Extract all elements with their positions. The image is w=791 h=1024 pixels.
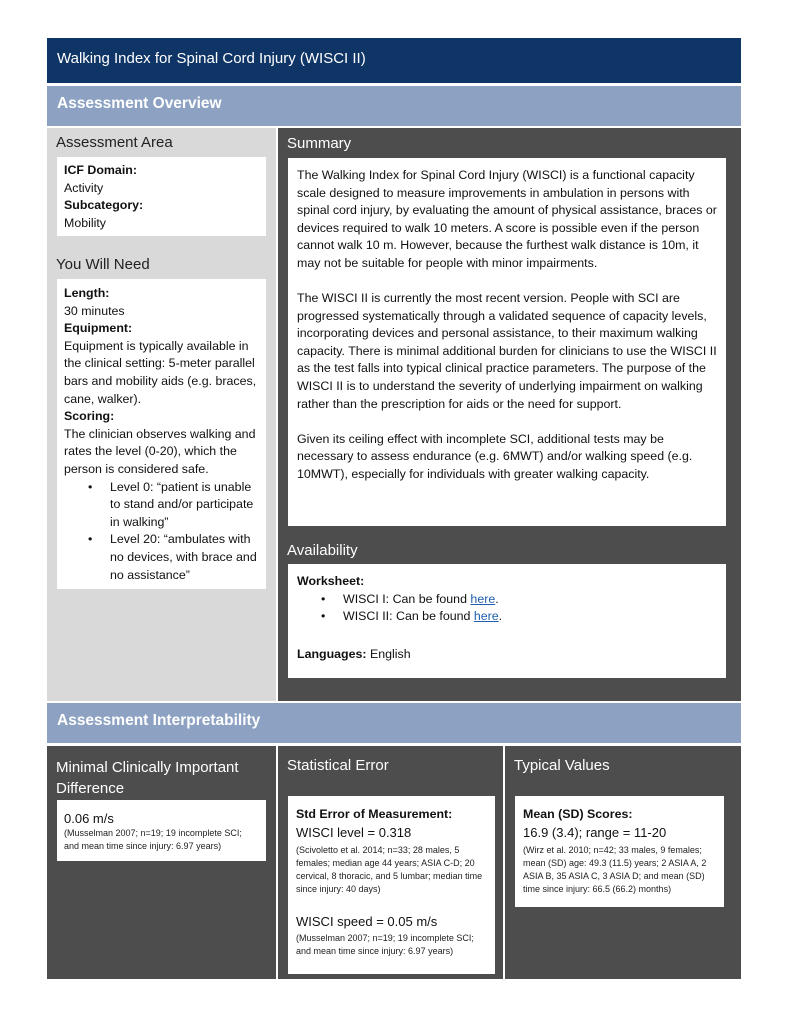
icf-domain-value: Activity bbox=[64, 180, 104, 195]
length-label: Length: bbox=[64, 286, 110, 300]
languages-row bbox=[297, 646, 717, 664]
availability-heading: Availability bbox=[287, 542, 358, 559]
subcategory-value: Mobility bbox=[64, 215, 106, 230]
typical-values-card bbox=[515, 796, 724, 907]
worksheet-list bbox=[297, 591, 717, 626]
equipment-label: Equipment: bbox=[64, 321, 133, 336]
list-item bbox=[343, 591, 717, 609]
wisci-level-note: (Scivoletto et al. 2014; n=33; 28 males, 5 females; median age 44 years; ASIA C-D; 20 cervical, 8 thoracic, and 5 lumbar; median time since injury: 40 days) bbox=[296, 844, 483, 894]
worksheet-label: Worksheet: bbox=[297, 574, 365, 588]
assessment-area-card bbox=[57, 157, 266, 236]
statistical-error-heading: Statistical Error bbox=[287, 757, 389, 774]
scoring-label: Scoring: bbox=[64, 409, 115, 424]
wisci-ii-link[interactable]: here bbox=[473, 609, 499, 624]
list-item bbox=[343, 608, 717, 626]
languages-label: Languages: bbox=[297, 646, 367, 661]
summary-card bbox=[288, 158, 726, 526]
sem-label: Std Error of Measurement: bbox=[296, 807, 453, 821]
subcategory-label: Subcategory: bbox=[64, 198, 144, 213]
section-header-interpretability: Assessment Interpretability bbox=[47, 703, 741, 743]
languages-value: English bbox=[366, 646, 411, 661]
mcid-note: (Musselman 2007; n=19; 19 incomplete SCI; and mean time since injury: 6.97 years) bbox=[64, 828, 242, 851]
mcid-heading: Minimal Clinically Important Difference bbox=[56, 759, 239, 797]
statistical-error-card bbox=[288, 796, 495, 974]
summary-paragraph-1: The Walking Index for Spinal Cord Injury (WISCI) is a functional capacity scale designed to measure improvements in ambulation in persons with spinal cord injury, by evaluating the amount of physical assistance, braces or devices required to walk 10 meters. A score is possible even if the person cannot walk 10 m. However, because the furthest walk distance is 10m, it may not be suitable for people with minor impairments. bbox=[297, 168, 717, 270]
typical-values-note: (Wirz et al. 2010; n=42; 33 males, 9 females; mean (SD) age: 49.3 (11.5) years; 2 ASIA A, 2 ASIA B, 35 ASIA C, 3 ASIA D; and mean (SD) time since injury: 66.5 (66.2) months) bbox=[523, 844, 707, 894]
mcid-value: 0.06 m/s bbox=[64, 811, 114, 826]
wisci-speed-note: (Musselman 2007; n=19; 19 incomplete SCI; and mean time since injury: 6.97 years) bbox=[296, 932, 474, 956]
item-period: . bbox=[495, 591, 499, 606]
you-will-need-card bbox=[57, 279, 266, 589]
assessment-area-heading: Assessment Area bbox=[56, 134, 173, 151]
wisci-i-link[interactable]: here bbox=[470, 591, 496, 606]
availability-card bbox=[288, 564, 726, 678]
summary-paragraph-3: Given its ceiling effect with incomplete SCI, additional tests may be necessary to assess endurance (e.g. 6MWT) and/or walking speed (e.g. 10MWT), especially for individuals with greater walking capacity. bbox=[297, 431, 693, 481]
length-value: 30 minutes bbox=[64, 303, 125, 318]
mean-sd-label: Mean (SD) Scores: bbox=[523, 807, 633, 821]
worksheet-item-text: WISCI II: Can be found bbox=[343, 609, 474, 624]
mean-sd-value: 16.9 (3.4); range = 11-20 bbox=[523, 824, 667, 840]
item-period: . bbox=[498, 609, 503, 624]
worksheet-item-text: WISCI I: Can be found bbox=[343, 591, 471, 606]
document-title: Walking Index for Spinal Cord Injury (WISCI II) bbox=[47, 38, 741, 83]
list-item: • Level 0: “patient is unable to stand and/or participate in walking” bbox=[110, 479, 259, 532]
scoring-levels-list bbox=[64, 479, 259, 585]
icf-domain-label: ICF Domain: bbox=[64, 163, 137, 177]
scoring-value: The clinician observes walking and rates the level (0-20), which the person is considered safe. bbox=[64, 426, 256, 476]
summary-heading: Summary bbox=[287, 135, 352, 152]
wisci-level-value: WISCI level = 0.318 bbox=[296, 824, 412, 840]
typical-values-heading: Typical Values bbox=[514, 757, 610, 774]
equipment-value: Equipment is typically available in the clinical setting: 5-meter parallel bars and mobility aids (e.g. braces, cane, walker). bbox=[64, 338, 257, 406]
wisci-speed-value: WISCI speed = 0.05 m/s bbox=[296, 913, 438, 929]
list-item: • Level 20: “ambulates with no devices, with brace and no assistance” bbox=[110, 531, 259, 584]
summary-paragraph-2: The WISCI II is currently the most recent version. People with SCI are progressed systematically through a validated sequence of capacity levels, incorporating devices and personal assistance, to their maximum walking capacity. There is minimal additional burden for clinicians to use the WISCI II as the test falls into typical clinical practice parameters. The purpose of the WISCI II is to understand the severity of underlying impairment on walking rather than the prescription for aids or the need for support. bbox=[297, 291, 717, 411]
section-header-overview: Assessment Overview bbox=[47, 86, 741, 126]
you-will-need-heading: You Will Need bbox=[56, 256, 150, 273]
mcid-card bbox=[57, 800, 266, 861]
